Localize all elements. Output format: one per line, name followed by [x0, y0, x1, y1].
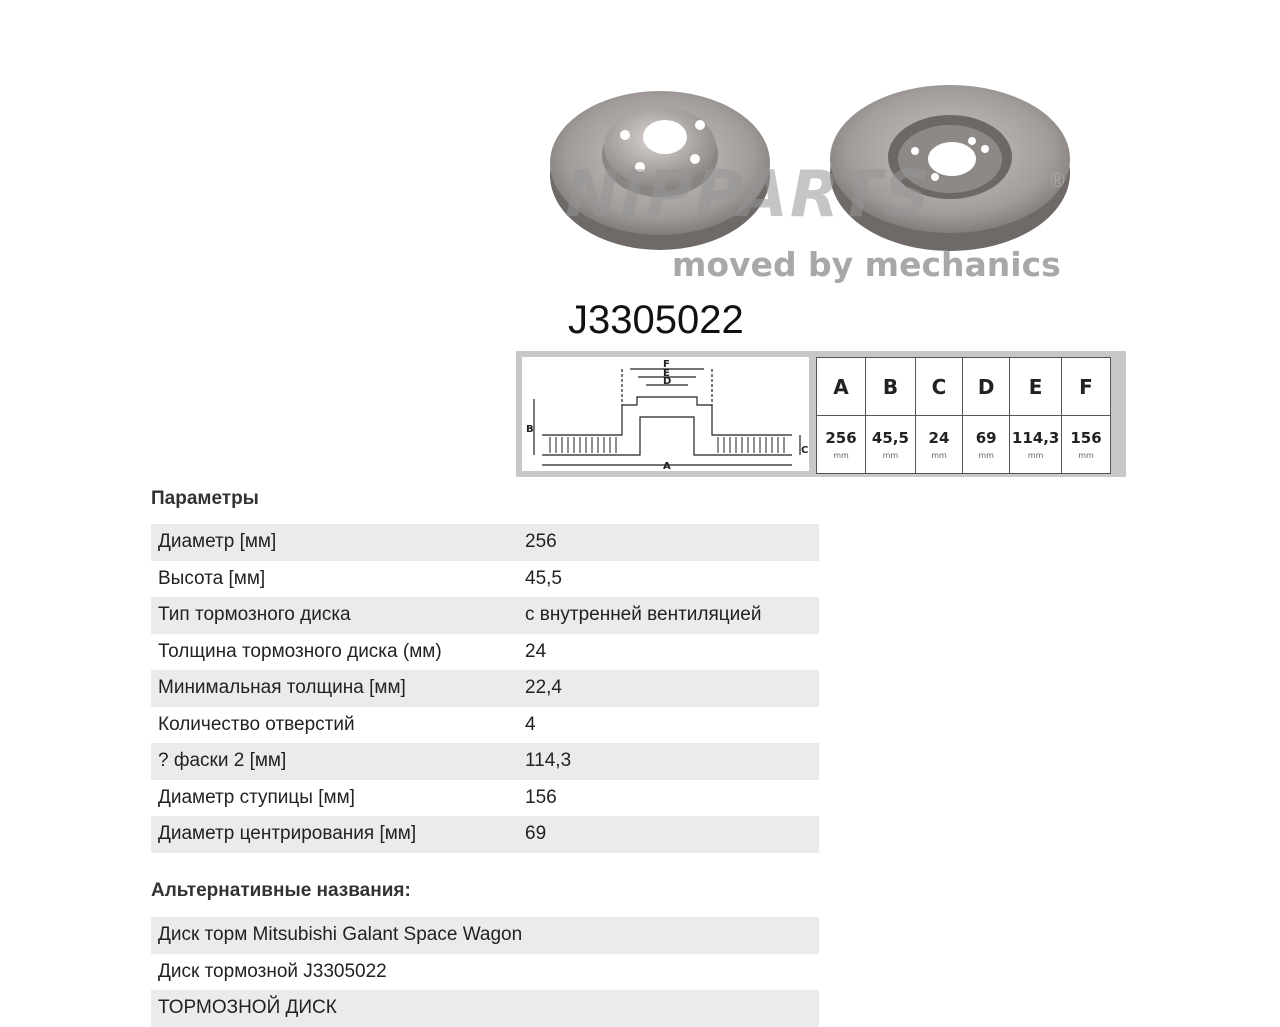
dim-value-a: 256 mm [817, 416, 866, 474]
parameters-table [151, 524, 819, 853]
param-key: Высота [мм] [158, 567, 266, 589]
param-value: 45,5 [525, 567, 562, 589]
param-value: 256 [518, 524, 819, 561]
table-row [151, 597, 819, 634]
list-item: ТОРМОЗНОЙ ДИСК [151, 990, 819, 1027]
dim-col-c: C [915, 358, 962, 416]
param-value: 114,3 [518, 743, 819, 780]
dim-value-b: 45,5 mm [865, 416, 915, 474]
brand-logo-watermark: NIPPARTS [565, 158, 932, 232]
param-key: Диаметр ступицы [мм] [158, 786, 355, 808]
label-f: F [663, 359, 670, 370]
param-value: 24 [525, 640, 547, 662]
dim-value-d: 69 mm [963, 416, 1010, 474]
alternative-names-list [151, 917, 819, 1027]
table-row [151, 670, 819, 707]
dimension-diagram [516, 351, 1126, 477]
param-key: ? фаски 2 [мм] [151, 743, 518, 780]
label-a: A [663, 461, 671, 471]
dim-col-b: B [865, 358, 915, 416]
alternative-names-heading: Альтернативные названия: [151, 880, 411, 901]
table-row [151, 634, 819, 671]
list-item: Диск торм Mitsubishi Galant Space Wagon [151, 917, 819, 954]
param-key: Диаметр [мм] [151, 524, 518, 561]
table-row [151, 707, 819, 744]
param-value: с внутренней вентиляцией [518, 597, 819, 634]
label-d: D [663, 376, 672, 387]
param-key: Диаметр центрирования [мм] [151, 816, 518, 853]
table-row [151, 524, 819, 561]
brand-slogan: moved by mechanics [672, 245, 1061, 284]
param-key: Тип тормозного диска [151, 597, 518, 634]
param-key: Толщина тормозного диска (мм) [158, 640, 442, 662]
dim-value-c: 24 mm [915, 416, 962, 474]
param-value: 22,4 [518, 670, 819, 707]
parameters-heading: Параметры [151, 488, 259, 509]
table-row [151, 816, 819, 853]
table-row [151, 561, 819, 598]
param-value: 4 [525, 713, 536, 735]
label-b: B [526, 424, 534, 435]
table-row [151, 743, 819, 780]
registered-mark: ® [1050, 170, 1065, 192]
disc-profile-drawing [522, 357, 809, 471]
list-item: Диск тормозной J3305022 [158, 960, 387, 982]
dim-col-d: D [963, 358, 1010, 416]
param-value: 69 [518, 816, 819, 853]
table-row [151, 780, 819, 817]
dimension-table [816, 357, 1111, 474]
label-c: C [801, 445, 809, 456]
part-number-heading: J3305022 [568, 298, 744, 342]
dim-col-f: F [1061, 358, 1110, 416]
param-key: Минимальная толщина [мм] [151, 670, 518, 707]
dimension-value-row [817, 416, 1111, 474]
dim-value-f: 156 mm [1061, 416, 1110, 474]
label-e: E [663, 368, 670, 379]
dim-col-a: A [817, 358, 866, 416]
dim-col-e: E [1010, 358, 1062, 416]
param-key: Количество отверстий [158, 713, 355, 735]
dim-value-e: 114,3 mm [1010, 416, 1062, 474]
dimension-header-row [817, 358, 1111, 416]
param-value: 156 [525, 786, 557, 808]
